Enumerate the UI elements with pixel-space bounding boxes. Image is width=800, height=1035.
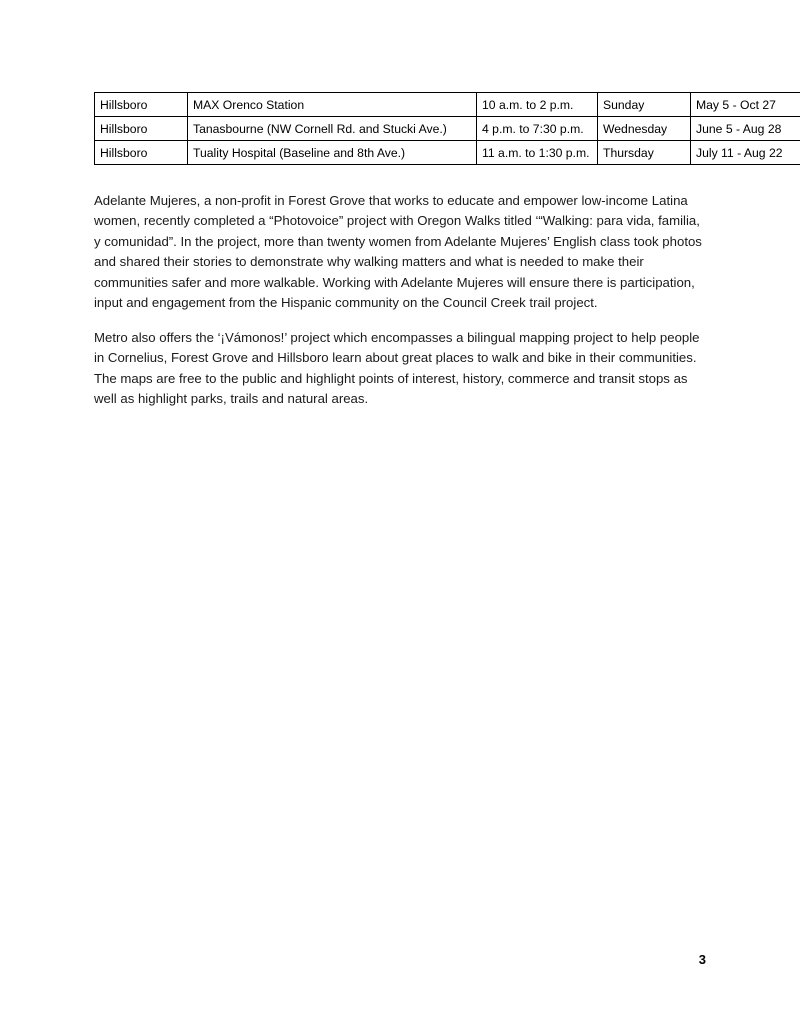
cell-city: Hillsboro [95, 93, 188, 117]
farmers-market-schedule-table [94, 92, 800, 165]
page-content [94, 92, 783, 424]
cell-city: Hillsboro [95, 117, 188, 141]
cell-location: MAX Orenco Station [188, 93, 477, 117]
cell-hours: 10 a.m. to 2 p.m. [477, 93, 598, 117]
cell-dates: May 5 - Oct 27 [691, 93, 800, 117]
cell-hours: 4 p.m. to 7:30 p.m. [477, 117, 598, 141]
cell-day: Thursday [598, 141, 691, 165]
cell-city: Hillsboro [95, 141, 188, 165]
cell-day: Wednesday [598, 117, 691, 141]
paragraph-vamonos: Metro also offers the ‘¡Vámonos!’ project which encompasses a bilingual mapping project to help people in Cornelius, Forest Grove and Hillsboro learn about great places to walk and bike in their communities. The maps are free to the public and highlight points of interest, history, commerce and transit stops as well as highlight parks, trails and natural areas. [94, 329, 700, 407]
table-row [95, 141, 800, 165]
cell-hours: 11 a.m. to 1:30 p.m. [477, 141, 598, 165]
page-number: 3 [698, 952, 706, 967]
cell-dates: June 5 - Aug 28 [691, 117, 800, 141]
cell-dates: July 11 - Aug 22 [691, 141, 800, 165]
table-row [95, 93, 800, 117]
table-row [95, 117, 800, 141]
cell-location: Tuality Hospital (Baseline and 8th Ave.) [188, 141, 477, 165]
cell-day: Sunday [598, 93, 691, 117]
cell-location: Tanasbourne (NW Cornell Rd. and Stucki Ave.) [188, 117, 477, 141]
paragraph-adelante-mujeres: Adelante Mujeres, a non-profit in Forest Grove that works to educate and empower low-income Latina women, recently completed a “Photovoice” project with Oregon Walks titled ‘“Walking: para vida, familia, y comunidad”. In the project, more than twenty women from Adelante Mujeres’ English class took photos and shared their stories to demonstrate why walking matters and what is needed to make their communities safer and more walkable. Working with Adelante Mujeres will ensure there is participation, input and engagement from the Hispanic community on the Council Creek trail project. [94, 193, 702, 311]
body-text [94, 191, 702, 410]
